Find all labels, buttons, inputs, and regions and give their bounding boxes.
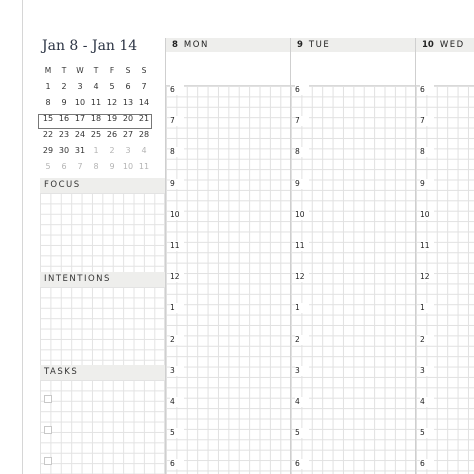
calendar-day[interactable]: 2 xyxy=(61,81,67,91)
hour-label: 10 xyxy=(420,210,434,220)
hour-label: 8 xyxy=(295,147,309,157)
hour-label: 6 xyxy=(170,85,184,95)
all-day-area[interactable] xyxy=(166,52,290,86)
calendar-day[interactable]: 27 xyxy=(122,129,134,139)
focus-grid[interactable] xyxy=(40,193,165,273)
hour-label: 5 xyxy=(170,428,184,438)
calendar-day[interactable]: 8 xyxy=(45,97,51,107)
hour-label: 11 xyxy=(295,241,309,251)
day-column-wed xyxy=(416,38,474,474)
calendar-day[interactable]: 6 xyxy=(61,161,67,171)
weekday-letter: S xyxy=(125,65,131,75)
calendar-day[interactable]: 8 xyxy=(93,161,99,171)
hour-label: 9 xyxy=(170,179,184,189)
task-checkbox[interactable] xyxy=(44,457,52,465)
day-name: TUE xyxy=(308,40,331,50)
calendar-day[interactable]: 16 xyxy=(58,113,70,123)
weekday-letter: S xyxy=(141,65,147,75)
hour-label: 7 xyxy=(295,116,309,126)
calendar-day[interactable]: 30 xyxy=(58,145,70,155)
calendar-day[interactable]: 2 xyxy=(109,145,115,155)
calendar-day[interactable]: 14 xyxy=(138,97,150,107)
hour-label: 1 xyxy=(420,303,434,313)
mini-calendar xyxy=(40,62,152,174)
hour-label: 11 xyxy=(170,241,184,251)
focus-header: FOCUS xyxy=(40,178,165,193)
intentions-grid[interactable] xyxy=(40,287,165,367)
hour-label: 6 xyxy=(170,459,184,469)
hour-label: 4 xyxy=(295,397,309,407)
hour-label: 9 xyxy=(295,179,309,189)
day-number: 9 xyxy=(297,40,303,50)
mini-calendar-weekday-row xyxy=(40,62,152,78)
calendar-day[interactable]: 5 xyxy=(45,161,51,171)
hour-label: 6 xyxy=(295,459,309,469)
day-name: MON xyxy=(183,40,209,50)
hour-label: 8 xyxy=(170,147,184,157)
calendar-day[interactable]: 24 xyxy=(74,129,86,139)
hour-label: 3 xyxy=(170,366,184,376)
hour-label: 7 xyxy=(420,116,434,126)
hourly-grid[interactable] xyxy=(416,86,474,474)
intentions-header: INTENTIONS xyxy=(40,272,165,287)
calendar-day[interactable]: 1 xyxy=(93,145,99,155)
hour-label: 12 xyxy=(170,272,184,282)
hour-label: 5 xyxy=(295,428,309,438)
all-day-area[interactable] xyxy=(416,52,474,86)
weekday-letter: M xyxy=(44,65,52,75)
calendar-day[interactable]: 25 xyxy=(90,129,102,139)
calendar-day[interactable]: 3 xyxy=(125,145,131,155)
hour-label: 5 xyxy=(420,428,434,438)
day-header-wed xyxy=(416,38,474,52)
hour-label: 10 xyxy=(170,210,184,220)
mini-calendar-week-row xyxy=(40,158,152,174)
calendar-day[interactable]: 5 xyxy=(109,81,115,91)
day-number: 8 xyxy=(172,40,178,50)
calendar-day[interactable]: 13 xyxy=(122,97,134,107)
mini-calendar-week-row xyxy=(40,78,152,94)
hour-label: 4 xyxy=(170,397,184,407)
hour-label: 4 xyxy=(420,397,434,407)
calendar-day[interactable]: 28 xyxy=(138,129,150,139)
calendar-day[interactable]: 17 xyxy=(74,113,86,123)
calendar-day[interactable]: 15 xyxy=(42,113,54,123)
day-name: WED xyxy=(439,40,465,50)
mini-calendar-week-row xyxy=(40,94,152,110)
calendar-day[interactable]: 3 xyxy=(77,81,83,91)
hour-label: 6 xyxy=(295,85,309,95)
calendar-day[interactable]: 9 xyxy=(109,161,115,171)
hour-label: 10 xyxy=(295,210,309,220)
tasks-header: TASKS xyxy=(40,365,165,380)
weekday-letter: T xyxy=(61,65,67,75)
weekday-letter: F xyxy=(109,65,115,75)
hour-label: 3 xyxy=(420,366,434,376)
page-edge-line xyxy=(22,0,23,474)
hour-label: 2 xyxy=(295,335,309,345)
task-checkbox[interactable] xyxy=(44,395,52,403)
task-checkbox[interactable] xyxy=(44,426,52,434)
day-number: 10 xyxy=(422,40,434,50)
hourly-grid[interactable] xyxy=(166,86,290,474)
calendar-day[interactable]: 18 xyxy=(90,113,102,123)
calendar-day[interactable]: 22 xyxy=(42,129,54,139)
hour-label: 6 xyxy=(420,459,434,469)
calendar-day[interactable]: 11 xyxy=(90,97,102,107)
calendar-day[interactable]: 4 xyxy=(93,81,99,91)
calendar-day[interactable]: 11 xyxy=(138,161,150,171)
calendar-day[interactable]: 29 xyxy=(42,145,54,155)
calendar-day[interactable]: 1 xyxy=(45,81,51,91)
calendar-day[interactable]: 6 xyxy=(125,81,131,91)
hour-label: 1 xyxy=(170,303,184,313)
day-column-tue xyxy=(291,38,415,474)
hour-label: 2 xyxy=(420,335,434,345)
hour-label: 2 xyxy=(170,335,184,345)
day-column-mon xyxy=(166,38,290,474)
calendar-day[interactable]: 4 xyxy=(141,145,147,155)
hour-label: 12 xyxy=(295,272,309,282)
all-day-area[interactable] xyxy=(291,52,415,86)
calendar-day[interactable]: 9 xyxy=(61,97,67,107)
week-range-title: Jan 8 - Jan 14 xyxy=(42,38,138,54)
calendar-day[interactable]: 19 xyxy=(106,113,118,123)
weekday-letter: T xyxy=(93,65,99,75)
hour-label: 12 xyxy=(420,272,434,282)
current-week-highlight xyxy=(38,114,152,129)
calendar-day[interactable]: 26 xyxy=(106,129,118,139)
hour-label: 3 xyxy=(295,366,309,376)
hour-label: 11 xyxy=(420,241,434,251)
hourly-grid[interactable] xyxy=(291,86,415,474)
calendar-day[interactable]: 21 xyxy=(138,113,150,123)
day-header-tue xyxy=(291,38,415,52)
weekday-letter: W xyxy=(76,65,84,75)
calendar-day[interactable]: 12 xyxy=(106,97,118,107)
hour-label: 7 xyxy=(170,116,184,126)
left-panel xyxy=(40,38,165,474)
calendar-day[interactable]: 10 xyxy=(122,161,134,171)
hour-label: 8 xyxy=(420,147,434,157)
day-header-mon xyxy=(166,38,290,52)
mini-calendar-week-row xyxy=(40,142,152,158)
calendar-day[interactable]: 10 xyxy=(74,97,86,107)
calendar-day[interactable]: 7 xyxy=(77,161,83,171)
calendar-day[interactable]: 31 xyxy=(74,145,86,155)
hour-label: 6 xyxy=(420,85,434,95)
calendar-day[interactable]: 7 xyxy=(141,81,147,91)
hour-label: 9 xyxy=(420,179,434,189)
tasks-grid[interactable] xyxy=(40,380,165,474)
calendar-day[interactable]: 20 xyxy=(122,113,134,123)
hour-label: 1 xyxy=(295,303,309,313)
calendar-day[interactable]: 23 xyxy=(58,129,70,139)
